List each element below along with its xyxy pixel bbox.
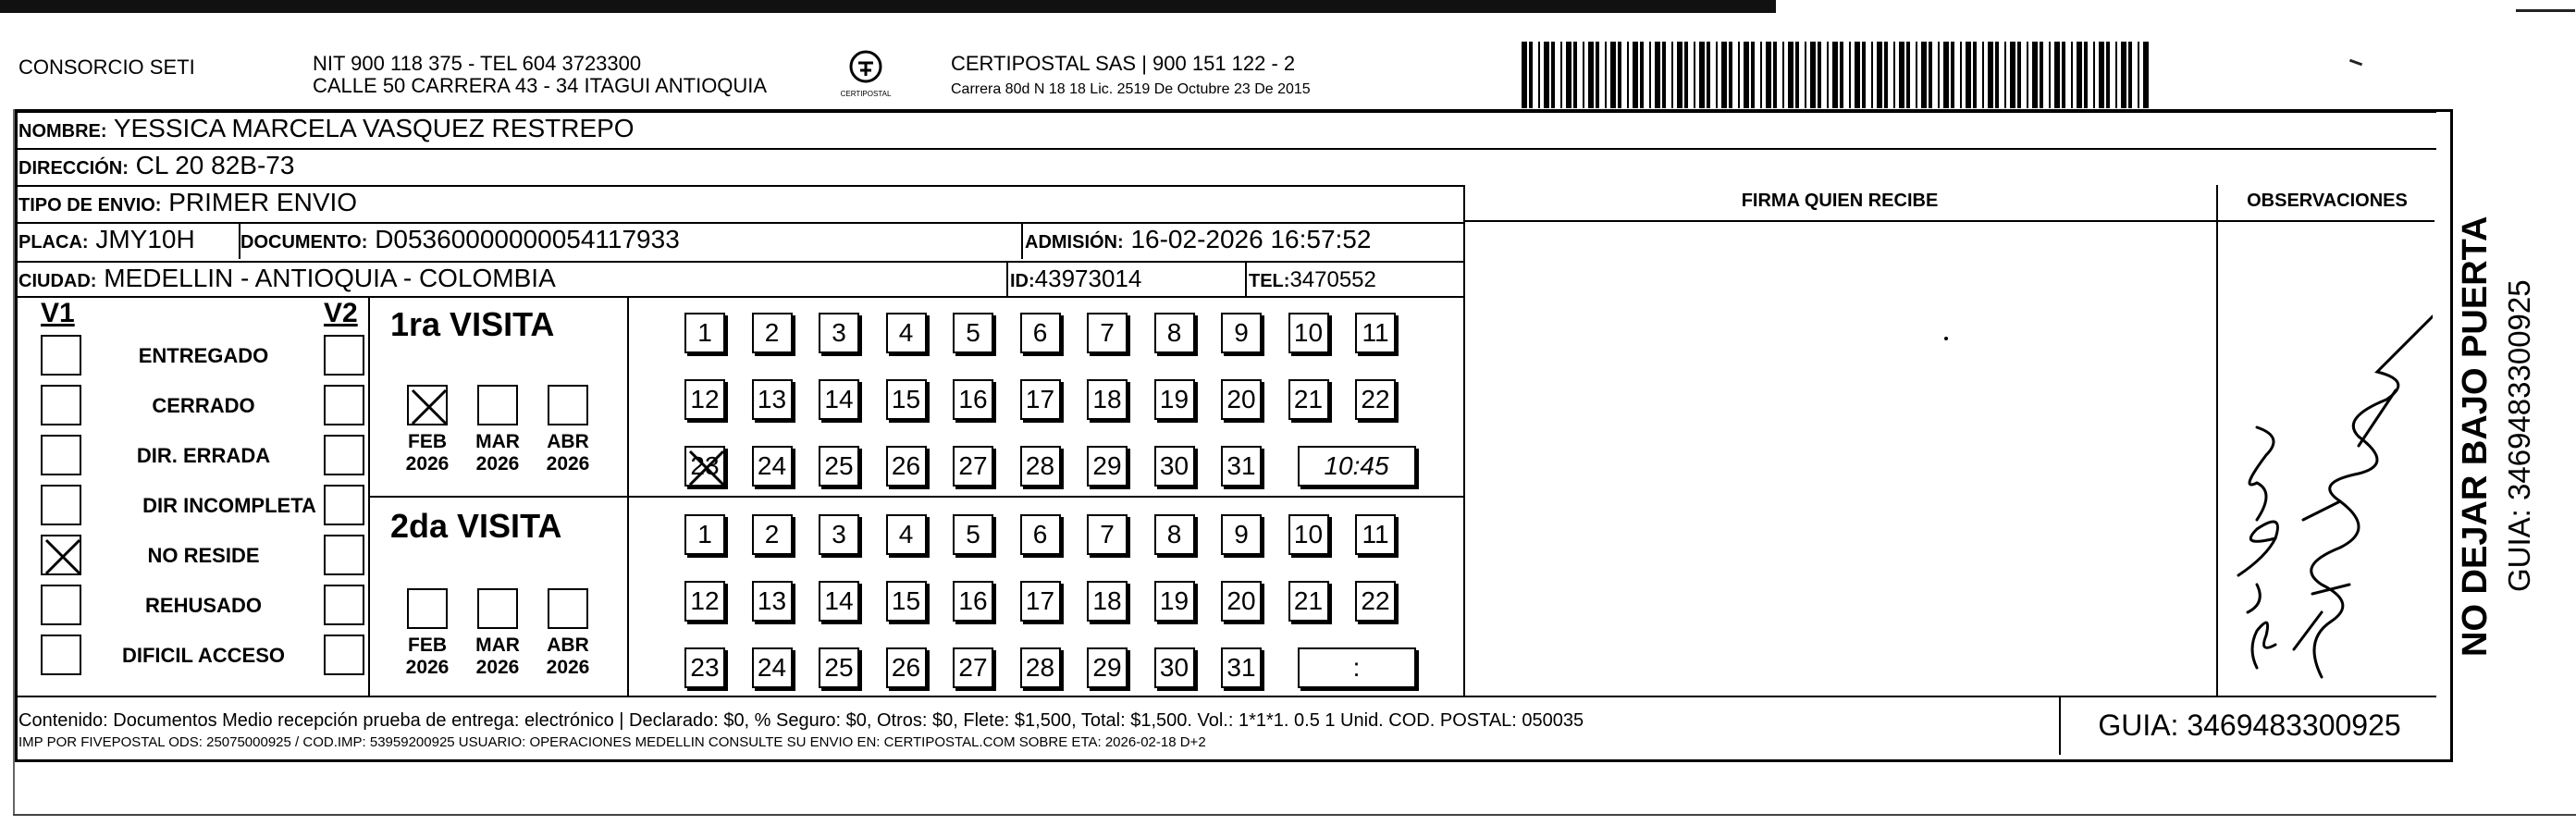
barcode-bar xyxy=(1966,42,1971,108)
month-checkbox[interactable] xyxy=(548,385,588,425)
month-name: ABR xyxy=(547,635,589,656)
month-year: 2026 xyxy=(405,453,450,474)
row-direccion xyxy=(15,148,2436,185)
barcode-bar xyxy=(1529,42,1533,108)
top-edge-line xyxy=(0,0,1776,13)
month-name: FEB xyxy=(408,431,447,452)
divider xyxy=(1021,222,1023,259)
month-label xyxy=(540,635,596,679)
barcode-bar xyxy=(1640,42,1644,108)
barcode-bar xyxy=(1627,42,1629,108)
divider xyxy=(1463,220,2434,222)
tel-field xyxy=(1249,265,1376,297)
divider xyxy=(2216,185,2218,696)
divider xyxy=(368,496,1463,498)
second-visit-time[interactable]: : xyxy=(1298,647,1416,688)
day-checkbox[interactable]: 29 xyxy=(1087,647,1128,688)
barcode-bar xyxy=(1684,42,1688,108)
left-edge-line xyxy=(13,109,15,814)
nombre-label: NOMBRE: xyxy=(18,121,107,142)
guia-box: GUIA: 3469483300925 xyxy=(2059,696,2438,755)
barcode-bar xyxy=(2062,42,2065,108)
month-label xyxy=(540,431,596,475)
day-checkbox[interactable]: 24 xyxy=(752,446,793,487)
barcode-bar xyxy=(2143,42,2149,108)
day-checkbox[interactable]: 31 xyxy=(1221,647,1262,688)
day-checkbox[interactable]: 30 xyxy=(1154,647,1195,688)
barcode-bar xyxy=(1995,42,1999,108)
month-name: FEB xyxy=(408,635,447,656)
documento-value: D05360000000054117933 xyxy=(375,225,680,253)
v1-checkbox[interactable] xyxy=(41,635,81,675)
barcode-bar xyxy=(1618,42,1621,108)
day-checkbox[interactable]: 24 xyxy=(752,647,793,688)
day-checkbox[interactable]: 5 xyxy=(953,514,993,555)
day-checkbox[interactable]: 4 xyxy=(886,313,927,353)
month-label xyxy=(400,635,455,679)
day-checkbox[interactable]: 8 xyxy=(1154,313,1195,353)
day-checkbox[interactable]: 17 xyxy=(1020,379,1061,420)
barcode-bar xyxy=(1773,42,1777,108)
month-name: MAR xyxy=(475,431,520,452)
barcode-bar xyxy=(1760,42,1762,108)
barcode-bar xyxy=(1605,42,1607,108)
tel-label: TEL: xyxy=(1249,271,1290,291)
barcode-bar xyxy=(2115,42,2117,108)
barcode-bar xyxy=(1840,42,1843,108)
barcode-bar xyxy=(2032,42,2038,108)
barcode-bar xyxy=(1596,42,1599,108)
day-checkbox[interactable]: 14 xyxy=(819,379,859,420)
day-checkbox[interactable]: 1 xyxy=(684,514,725,555)
svg-text:CERTIPOSTAL: CERTIPOSTAL xyxy=(840,90,892,98)
day-checkbox[interactable]: 22 xyxy=(1355,581,1396,622)
address-line: CALLE 50 CARRERA 43 - 34 ITAGUI ANTIOQUIA xyxy=(313,74,768,97)
barcode-bar xyxy=(1655,42,1660,108)
barcode-bar xyxy=(1751,42,1755,108)
day-checkbox[interactable]: 11 xyxy=(1355,313,1396,353)
day-checkbox[interactable]: 7 xyxy=(1087,514,1128,555)
direccion-value: CL 20 82B-73 xyxy=(135,151,295,179)
barcode-bar xyxy=(1921,42,1927,108)
barcode-bar xyxy=(1938,42,1940,108)
bottom-line xyxy=(13,814,2576,816)
barcode-bar xyxy=(1662,42,1666,108)
day-checkbox[interactable]: 2 xyxy=(752,514,793,555)
v2-checkbox[interactable] xyxy=(324,635,364,675)
contenido-line: Contenido: Documentos Medio recepción prueba de entrega: electrónico | Declarado: $0, % Seguro: $0, Otros: $0, Flete: $1,500, Total: $1,500. Vol.: 1*1*1. 0.5 1 Unid. COD. POSTAL: 050035 xyxy=(18,710,1584,731)
placa-value: JMY10H xyxy=(95,225,195,253)
day-checkbox[interactable]: 9 xyxy=(1221,514,1262,555)
day-checkbox[interactable]: 10 xyxy=(1288,313,1329,353)
barcode-bar xyxy=(1818,42,1821,108)
admision-value: 16-02-2026 16:57:52 xyxy=(1130,225,1372,253)
v2-checkbox[interactable] xyxy=(324,435,364,475)
month-label xyxy=(470,635,525,679)
barcode-bar xyxy=(1699,42,1705,108)
day-checkbox[interactable]: 3 xyxy=(819,313,859,353)
barcode-bar xyxy=(2084,42,2088,108)
v1-label: V1 xyxy=(41,298,75,328)
month-checkbox[interactable] xyxy=(407,588,448,629)
v1-checkbox[interactable] xyxy=(41,535,81,575)
barcode-bar xyxy=(1766,42,1771,108)
month-checkbox[interactable] xyxy=(548,588,588,629)
ciudad-label: CIUDAD: xyxy=(18,271,97,291)
month-year: 2026 xyxy=(475,657,520,678)
barcode xyxy=(1522,42,2271,108)
day-checkbox[interactable]: 28 xyxy=(1020,446,1061,487)
day-checkbox[interactable]: 30 xyxy=(1154,446,1195,487)
barcode-bar xyxy=(1738,42,1740,108)
day-checkbox[interactable]: 21 xyxy=(1288,581,1329,622)
barcode-bar xyxy=(1633,42,1638,108)
direccion-label: DIRECCIÓN: xyxy=(18,158,129,179)
barcode-bar xyxy=(1832,42,1838,108)
tel-value: 3470552 xyxy=(1289,267,1376,292)
v1-checkbox[interactable] xyxy=(41,485,81,525)
second-visit-title: 2da VISITA xyxy=(390,507,562,545)
nit-line: NIT 900 118 375 - TEL 604 3723300 xyxy=(313,52,642,75)
v1-checkbox[interactable] xyxy=(41,435,81,475)
top-edge-dash xyxy=(2516,9,2575,12)
attempt-option-label: CERRADO xyxy=(152,394,255,417)
day-checkbox[interactable]: 23 xyxy=(684,647,725,688)
barcode-bar xyxy=(2121,42,2126,108)
day-checkbox[interactable]: 16 xyxy=(953,581,993,622)
barcode-bar xyxy=(1855,42,1860,108)
barcode-bar xyxy=(2027,42,2028,108)
barcode-bar xyxy=(1721,42,1727,108)
row-tipo xyxy=(15,185,1463,222)
attempt-option-label: REHUSADO xyxy=(145,594,262,617)
day-checkbox[interactable]: 16 xyxy=(953,379,993,420)
day-checkbox[interactable]: 28 xyxy=(1020,647,1061,688)
barcode-bar xyxy=(1877,42,1882,108)
barcode-bar xyxy=(2128,42,2132,108)
first-visit-title: 1ra VISITA xyxy=(390,305,555,343)
ink-dot xyxy=(1944,337,1948,340)
barcode-bar xyxy=(1560,42,1562,108)
barcode-bar xyxy=(2106,42,2110,108)
divider xyxy=(239,222,240,259)
id-label: ID: xyxy=(1010,271,1035,291)
barcode-bar xyxy=(1671,42,1673,108)
day-checkbox[interactable]: 23 xyxy=(684,446,725,487)
day-checkbox[interactable]: 15 xyxy=(886,581,927,622)
attempt-option-label: ENTREGADO xyxy=(138,344,269,367)
barcode-bar xyxy=(1943,42,1949,108)
barcode-bar xyxy=(1871,42,1873,108)
barcode-bar xyxy=(2004,42,2006,108)
day-checkbox[interactable]: 2 xyxy=(752,313,793,353)
barcode-bar xyxy=(1566,42,1571,108)
day-checkbox[interactable]: 15 xyxy=(886,379,927,420)
id-field xyxy=(1010,263,1141,297)
day-checkbox[interactable]: 29 xyxy=(1087,446,1128,487)
day-checkbox[interactable]: 22 xyxy=(1355,379,1396,420)
barcode-bar xyxy=(1899,42,1904,108)
day-checkbox[interactable]: 18 xyxy=(1087,581,1128,622)
day-checkbox[interactable]: 20 xyxy=(1221,581,1262,622)
divider xyxy=(1006,261,1008,298)
month-year: 2026 xyxy=(405,657,450,678)
attempt-option-label: NO RESIDE xyxy=(147,544,260,567)
barcode-bar xyxy=(2099,42,2104,108)
month-label xyxy=(400,431,455,475)
admision-label: ADMISIÓN: xyxy=(1025,232,1124,253)
barcode-bar xyxy=(1583,42,1584,108)
barcode-bar xyxy=(1677,42,1682,108)
certipostal-line: CERTIPOSTAL SAS | 900 151 122 - 2 xyxy=(951,52,1296,75)
v2-label: V2 xyxy=(324,298,358,328)
barcode-bar xyxy=(1973,42,1977,108)
first-visit-time[interactable]: 10:45 xyxy=(1298,446,1416,487)
v1-checkbox[interactable] xyxy=(41,585,81,625)
documento-field xyxy=(240,224,680,258)
row-nombre xyxy=(15,111,2436,148)
month-name: ABR xyxy=(547,431,589,452)
barcode-bar xyxy=(2054,42,2060,108)
barcode-bar xyxy=(1744,42,1749,108)
day-checkbox[interactable]: 1 xyxy=(684,313,725,353)
day-checkbox[interactable]: 25 xyxy=(819,647,859,688)
v2-checkbox[interactable] xyxy=(324,335,364,376)
barcode-bar xyxy=(1827,42,1829,108)
day-checkbox[interactable]: 9 xyxy=(1221,313,1262,353)
barcode-bar xyxy=(1716,42,1718,108)
month-year: 2026 xyxy=(546,657,590,678)
id-value: 43973014 xyxy=(1034,265,1142,292)
barcode-bar xyxy=(1573,42,1577,108)
day-checkbox[interactable]: 21 xyxy=(1288,379,1329,420)
barcode-bar xyxy=(1694,42,1695,108)
certipostal-logo xyxy=(840,46,892,102)
tipo-value: PRIMER ENVIO xyxy=(168,188,358,216)
barcode-bar xyxy=(2049,42,2051,108)
imp-line: IMP POR FIVEPOSTAL ODS: 25075000925 / COD.IMP: 53959200925 USUARIO: OPERACIONES MEDELLIN CONSULTE SU ENVIO EN: CERTIPOSTAL.COM SOBRE ETA: 2026-02-18 D+2 xyxy=(18,734,1206,750)
stray-mark xyxy=(2349,59,2362,67)
month-year: 2026 xyxy=(546,453,590,474)
barcode-bar xyxy=(1788,42,1793,108)
barcode-bar xyxy=(1588,42,1594,108)
day-checkbox[interactable]: 13 xyxy=(752,581,793,622)
day-checkbox[interactable]: 6 xyxy=(1020,313,1061,353)
v1-checkbox[interactable] xyxy=(41,385,81,425)
day-checkbox[interactable]: 26 xyxy=(886,446,927,487)
day-checkbox[interactable]: 19 xyxy=(1154,379,1195,420)
day-checkbox[interactable]: 5 xyxy=(953,313,993,353)
barcode-bar xyxy=(1906,42,1910,108)
day-checkbox[interactable]: 31 xyxy=(1221,446,1262,487)
admision-field xyxy=(1025,224,1371,258)
day-checkbox[interactable]: 12 xyxy=(684,379,725,420)
barcode-bar xyxy=(1884,42,1888,108)
placa-label: PLACA: xyxy=(18,232,89,253)
barcode-bar xyxy=(1522,42,1527,108)
barcode-bar xyxy=(1729,42,1732,108)
barcode-bar xyxy=(1538,42,1540,108)
divider xyxy=(1245,261,1247,298)
observaciones-header: OBSERVACIONES xyxy=(2247,191,2408,211)
barcode-bar xyxy=(1649,42,1651,108)
v2-checkbox[interactable] xyxy=(324,535,364,575)
month-name: MAR xyxy=(475,635,520,656)
barcode-bar xyxy=(1862,42,1866,108)
barcode-bar xyxy=(2040,42,2043,108)
barcode-bar xyxy=(1929,42,1932,108)
handwritten-observacion xyxy=(2220,242,2433,686)
v2-checkbox[interactable] xyxy=(324,385,364,425)
barcode-bar xyxy=(1982,42,1984,108)
side-guia-text: GUIA: 3469483300925 xyxy=(2502,279,2536,592)
day-checkbox[interactable]: 13 xyxy=(752,379,793,420)
barcode-bar xyxy=(2017,42,2021,108)
day-checkbox[interactable]: 20 xyxy=(1221,379,1262,420)
day-checkbox[interactable]: 6 xyxy=(1020,514,1061,555)
day-checkbox[interactable]: 19 xyxy=(1154,581,1195,622)
day-checkbox[interactable]: 12 xyxy=(684,581,725,622)
month-label xyxy=(470,431,525,475)
month-checkbox[interactable] xyxy=(477,385,518,425)
barcode-bar xyxy=(1988,42,1993,108)
tipo-label: TIPO DE ENVIO: xyxy=(18,195,162,216)
barcode-bar xyxy=(1782,42,1784,108)
license-line: Carrera 80d N 18 18 Lic. 2519 De Octubre 23 De 2015 xyxy=(951,81,1311,97)
barcode-bar xyxy=(1544,42,1549,108)
v2-checkbox[interactable] xyxy=(324,585,364,625)
nombre-value: YESSICA MARCELA VASQUEZ RESTREPO xyxy=(113,114,635,142)
day-checkbox[interactable]: 10 xyxy=(1288,514,1329,555)
barcode-bar xyxy=(1893,42,1895,108)
barcode-bar xyxy=(1551,42,1555,108)
barcode-bar xyxy=(1610,42,1616,108)
day-checkbox[interactable]: 27 xyxy=(953,446,993,487)
company-name: CONSORCIO SETI xyxy=(18,55,195,79)
barcode-bar xyxy=(1810,42,1816,108)
day-checkbox[interactable]: 27 xyxy=(953,647,993,688)
day-checkbox[interactable]: 26 xyxy=(886,647,927,688)
barcode-bar xyxy=(1960,42,1962,108)
v1-checkbox[interactable] xyxy=(41,335,81,376)
barcode-bar xyxy=(2071,42,2073,108)
day-checkbox[interactable]: 11 xyxy=(1355,514,1396,555)
attempt-option-label: DIR INCOMPLETA xyxy=(142,494,316,517)
barcode-bar xyxy=(1916,42,1917,108)
attempt-option-label: DIR. ERRADA xyxy=(136,444,271,467)
day-checkbox[interactable]: 18 xyxy=(1087,379,1128,420)
no-dejar-text: NO DEJAR BAJO PUERTA xyxy=(2456,216,2495,657)
barcode-bar xyxy=(2093,42,2095,108)
barcode-bar xyxy=(2077,42,2082,108)
day-checkbox[interactable]: 25 xyxy=(819,446,859,487)
barcode-bar xyxy=(2138,42,2139,108)
documento-label: DOCUMENTO: xyxy=(240,232,368,253)
divider xyxy=(1463,185,1465,696)
day-checkbox[interactable]: 8 xyxy=(1154,514,1195,555)
month-checkbox[interactable] xyxy=(407,385,448,425)
ciudad-value: MEDELLIN - ANTIOQUIA - COLOMBIA xyxy=(104,264,556,292)
barcode-bar xyxy=(1951,42,1954,108)
barcode-bar xyxy=(1707,42,1710,108)
attempt-option-label: DIFICIL ACCESO xyxy=(121,644,285,667)
barcode-bar xyxy=(2010,42,2015,108)
day-checkbox[interactable]: 4 xyxy=(886,514,927,555)
month-checkbox[interactable] xyxy=(477,588,518,629)
barcode-bar xyxy=(1849,42,1851,108)
barcode-bar xyxy=(1805,42,1806,108)
day-checkbox[interactable]: 3 xyxy=(819,514,859,555)
barcode-bar xyxy=(1795,42,1799,108)
month-year: 2026 xyxy=(475,453,520,474)
day-checkbox[interactable]: 14 xyxy=(819,581,859,622)
day-checkbox[interactable]: 17 xyxy=(1020,581,1061,622)
day-checkbox[interactable]: 7 xyxy=(1087,313,1128,353)
firma-header: FIRMA QUIEN RECIBE xyxy=(1741,191,1939,211)
